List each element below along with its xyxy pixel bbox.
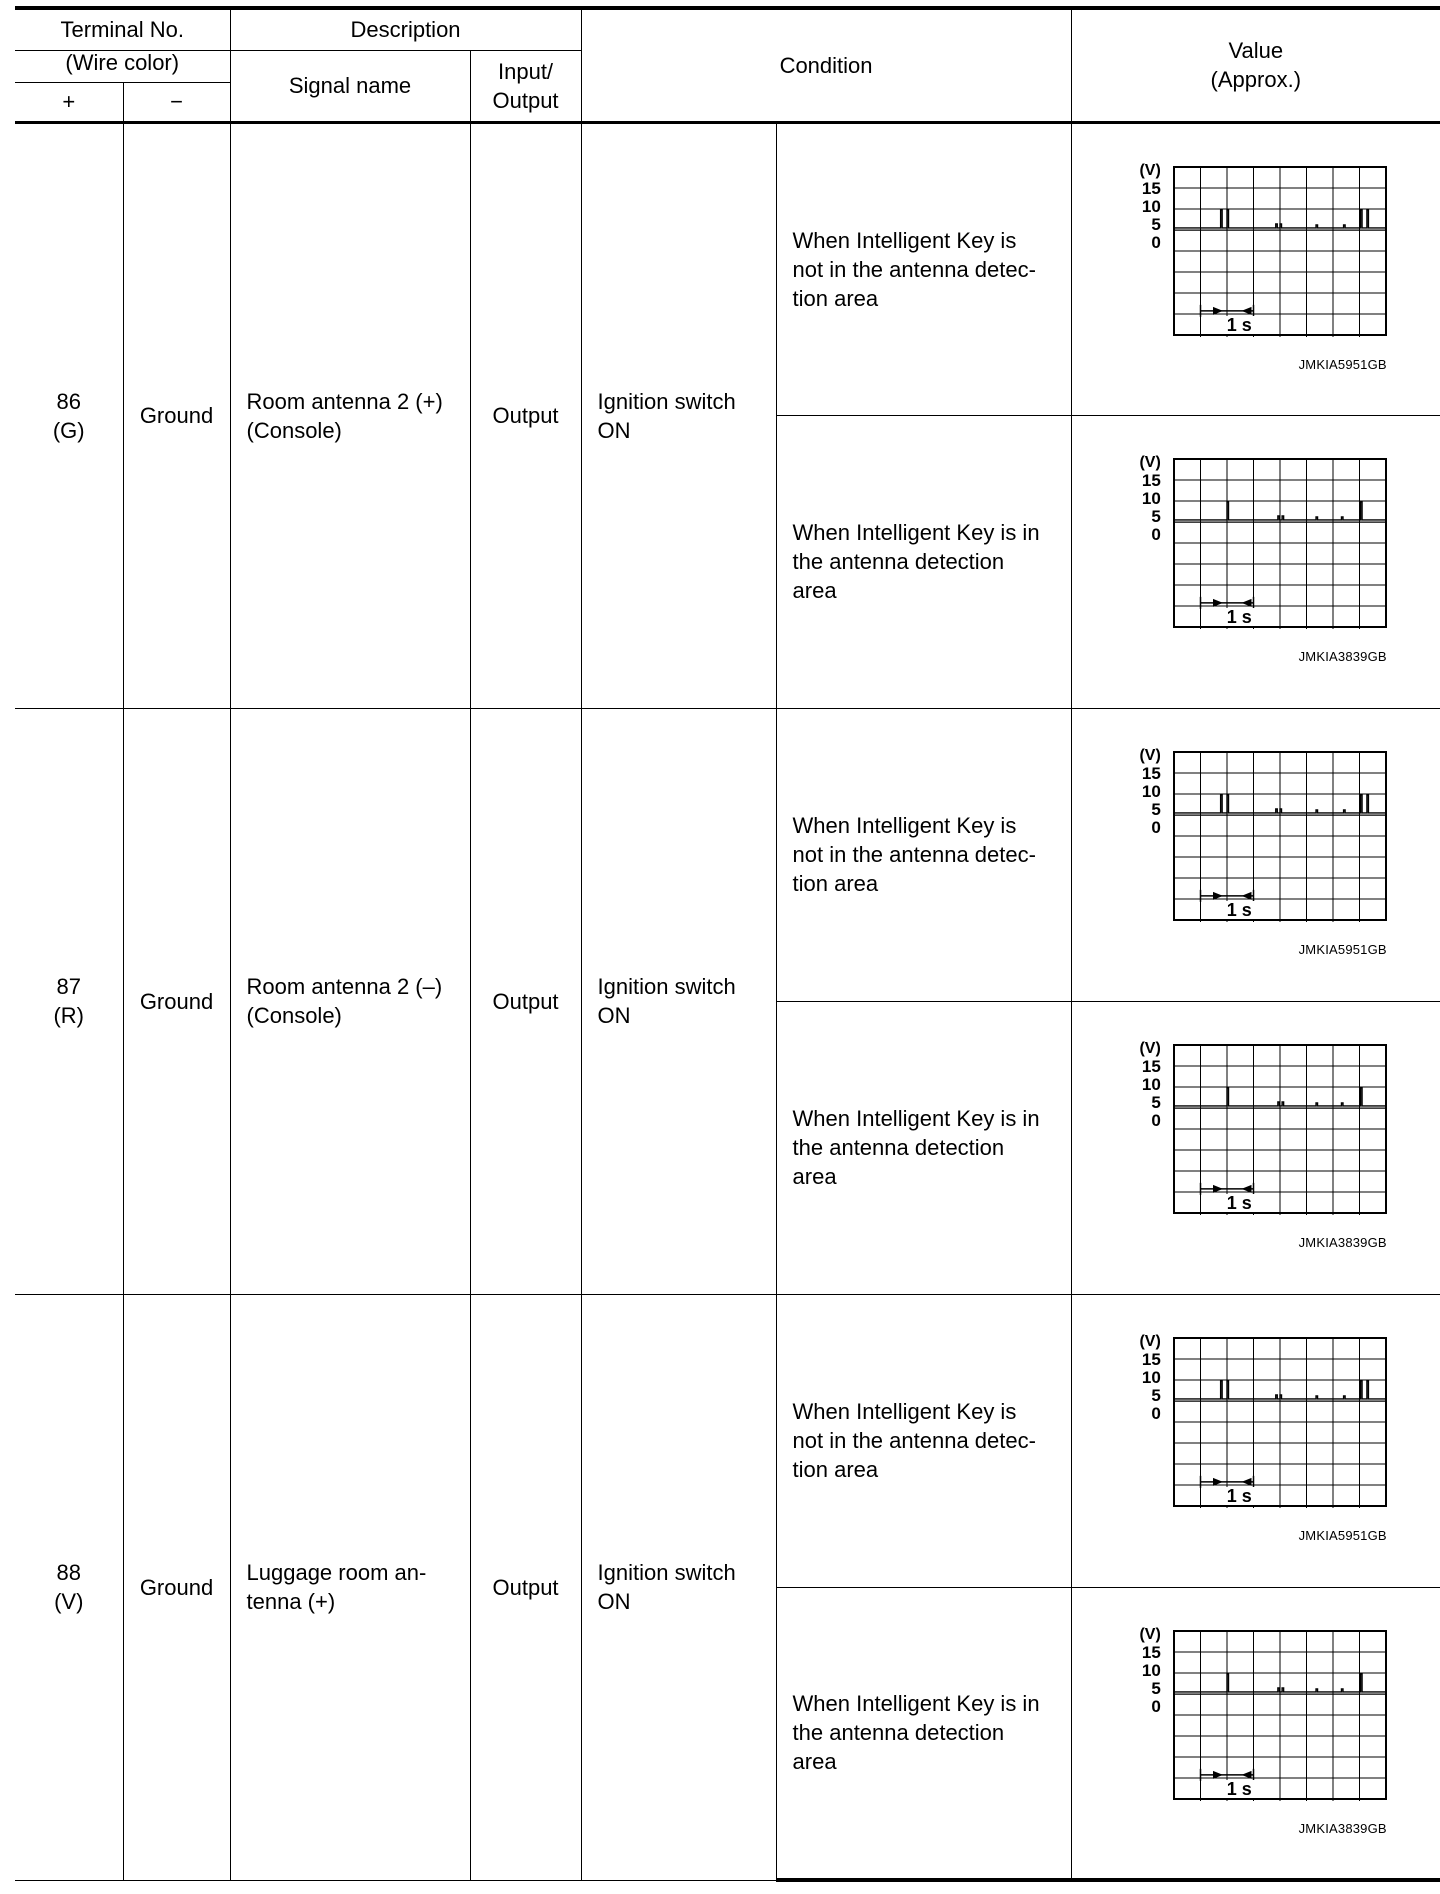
waveform-y-unit: (V) bbox=[1139, 1625, 1161, 1643]
waveform-y-tick: 5 bbox=[1151, 506, 1161, 526]
sub-condition-line-1: When Intelligent Key is bbox=[792, 227, 1017, 253]
figure-code: JMKIA3839GB bbox=[1298, 1820, 1387, 1836]
waveform-grid bbox=[1156, 1630, 1396, 1800]
waveform-y-tick: 10 bbox=[1141, 488, 1161, 508]
sub-condition-line-2: the antenna detection bbox=[792, 549, 1005, 574]
condition-line-1: Ignition switch bbox=[597, 388, 736, 414]
sub-condition-line-3: area bbox=[792, 1164, 837, 1189]
waveform-y-tick: 0 bbox=[1151, 1696, 1161, 1716]
waveform-y-tick: 0 bbox=[1151, 817, 1161, 837]
header-output-text: Output bbox=[492, 87, 559, 113]
waveform-axis-labels bbox=[1121, 1626, 1161, 1716]
figure-code: JMKIA5951GB bbox=[1298, 356, 1387, 372]
waveform-axis-labels bbox=[1121, 454, 1161, 544]
table-row bbox=[15, 708, 1440, 1001]
signal-name-cell bbox=[230, 1294, 470, 1880]
waveform-figure bbox=[1111, 1295, 1401, 1585]
waveform-y-tick: 15 bbox=[1141, 470, 1161, 490]
header-value bbox=[1071, 8, 1440, 122]
sub-condition-line-1: When Intelligent Key is in bbox=[792, 1106, 1040, 1131]
terminal-plus-cell bbox=[15, 708, 123, 1294]
header-wire-color-text: (Wire color) bbox=[65, 50, 180, 75]
waveform-time-label: 1 s bbox=[1224, 1194, 1255, 1212]
header-signal-name bbox=[230, 50, 470, 122]
sub-condition-line-2: not in the antenna detec- bbox=[792, 256, 1036, 282]
waveform-y-tick: 15 bbox=[1141, 763, 1161, 783]
signal-name-line-2: (Console) bbox=[246, 417, 342, 443]
value-cell bbox=[1071, 1001, 1440, 1294]
header-minus: − bbox=[123, 82, 230, 122]
waveform-y-tick: 0 bbox=[1151, 524, 1161, 544]
waveform-y-unit: (V) bbox=[1139, 1332, 1161, 1350]
header-plus: + bbox=[15, 82, 123, 122]
signal-name-line-1: Luggage room an- bbox=[246, 1560, 427, 1585]
table-row bbox=[15, 1294, 1440, 1587]
header-approx-text: (Approx.) bbox=[1210, 67, 1302, 93]
waveform-axis-labels bbox=[1121, 1333, 1161, 1423]
waveform-figure bbox=[1111, 416, 1401, 706]
sub-condition-cell bbox=[776, 122, 1071, 415]
table-row bbox=[15, 122, 1440, 415]
waveform-figure bbox=[1111, 1588, 1401, 1878]
wire-color: (V) bbox=[54, 1589, 84, 1614]
signal-name-cell bbox=[230, 708, 470, 1294]
waveform-y-tick: 5 bbox=[1151, 1678, 1161, 1698]
value-cell bbox=[1071, 1587, 1440, 1880]
io-cell: Output bbox=[470, 708, 581, 1294]
sub-condition-line-2: not in the antenna detec- bbox=[792, 1428, 1036, 1453]
waveform-y-unit: (V) bbox=[1139, 1039, 1161, 1057]
condition-cell bbox=[581, 122, 776, 708]
waveform-y-unit: (V) bbox=[1139, 746, 1161, 764]
header-wire-color bbox=[15, 50, 230, 82]
terminal-number: 86 bbox=[56, 388, 81, 414]
io-cell: Output bbox=[470, 1294, 581, 1880]
waveform-y-tick: 15 bbox=[1141, 1056, 1161, 1076]
header-condition-text: Condition bbox=[779, 52, 873, 78]
terminal-minus-cell: Ground bbox=[123, 1294, 230, 1880]
sub-condition-cell bbox=[776, 415, 1071, 708]
condition-cell bbox=[581, 708, 776, 1294]
waveform-y-unit: (V) bbox=[1139, 161, 1161, 179]
value-cell bbox=[1071, 708, 1440, 1001]
value-cell bbox=[1071, 1294, 1440, 1587]
sub-condition-line-2: not in the antenna detec- bbox=[792, 842, 1036, 867]
header-terminal-no bbox=[15, 8, 230, 50]
figure-code: JMKIA5951GB bbox=[1298, 1527, 1387, 1543]
waveform-y-tick: 5 bbox=[1151, 799, 1161, 819]
waveform-grid bbox=[1156, 751, 1396, 921]
sub-condition-line-2: the antenna detection bbox=[792, 1720, 1005, 1746]
waveform-y-tick: 10 bbox=[1141, 781, 1161, 801]
waveform-grid bbox=[1156, 1044, 1396, 1214]
waveform-y-tick: 10 bbox=[1141, 196, 1161, 216]
header-description bbox=[230, 8, 581, 50]
waveform-axis-labels bbox=[1121, 747, 1161, 837]
header-input-text: Input/ bbox=[498, 58, 554, 84]
header-condition bbox=[581, 8, 1071, 122]
waveform-grid bbox=[1156, 166, 1396, 336]
sub-condition-cell bbox=[776, 1001, 1071, 1294]
waveform-time-label: 1 s bbox=[1224, 1780, 1255, 1798]
figure-code: JMKIA3839GB bbox=[1298, 648, 1387, 664]
terminal-minus-cell: Ground bbox=[123, 122, 230, 708]
condition-cell bbox=[581, 1294, 776, 1880]
sub-condition-cell bbox=[776, 1587, 1071, 1880]
signal-name-line-1: Room antenna 2 (+) bbox=[246, 388, 443, 414]
waveform-y-tick: 0 bbox=[1151, 232, 1161, 252]
waveform-y-tick: 10 bbox=[1141, 1660, 1161, 1680]
figure-code: JMKIA5951GB bbox=[1298, 941, 1387, 957]
waveform-y-tick: 15 bbox=[1141, 1349, 1161, 1369]
header-description-text: Description bbox=[350, 17, 461, 43]
condition-line-1: Ignition switch bbox=[597, 974, 736, 999]
signal-name-line-1: Room antenna 2 (–) bbox=[246, 974, 443, 999]
sub-condition-line-1: When Intelligent Key is bbox=[792, 1399, 1017, 1424]
waveform-figure bbox=[1111, 1002, 1401, 1292]
sub-condition-line-2: the antenna detection bbox=[792, 1135, 1005, 1160]
sub-condition-line-1: When Intelligent Key is bbox=[792, 813, 1017, 838]
terminal-spec-table bbox=[15, 6, 1440, 1882]
waveform-y-unit: (V) bbox=[1139, 453, 1161, 471]
waveform-y-tick: 5 bbox=[1151, 1385, 1161, 1405]
sub-condition-line-3: tion area bbox=[792, 1457, 879, 1482]
waveform-y-tick: 5 bbox=[1151, 214, 1161, 234]
signal-name-line-2: tenna (+) bbox=[246, 1589, 336, 1614]
waveform-axis-labels bbox=[1121, 1040, 1161, 1130]
terminal-minus-cell: Ground bbox=[123, 708, 230, 1294]
sub-condition-cell bbox=[776, 708, 1071, 1001]
sub-condition-line-3: area bbox=[792, 1749, 837, 1775]
wire-color: (R) bbox=[53, 1003, 85, 1028]
sub-condition-line-3: tion area bbox=[792, 285, 879, 311]
condition-line-2: ON bbox=[597, 1003, 631, 1028]
condition-line-1: Ignition switch bbox=[597, 1560, 736, 1585]
header-row-1 bbox=[15, 8, 1440, 50]
signal-name-cell bbox=[230, 122, 470, 708]
terminal-plus-cell bbox=[15, 1294, 123, 1880]
waveform-time-label: 1 s bbox=[1224, 1487, 1255, 1505]
condition-line-2: ON bbox=[597, 417, 631, 443]
sub-condition-line-1: When Intelligent Key is in bbox=[792, 520, 1040, 545]
sub-condition-cell bbox=[776, 1294, 1071, 1587]
waveform-time-label: 1 s bbox=[1224, 901, 1255, 919]
value-cell bbox=[1071, 122, 1440, 415]
terminal-number: 87 bbox=[56, 974, 81, 999]
sub-condition-line-1: When Intelligent Key is in bbox=[792, 1691, 1040, 1717]
waveform-y-tick: 15 bbox=[1141, 1642, 1161, 1662]
waveform-figure bbox=[1111, 709, 1401, 999]
signal-name-line-2: (Console) bbox=[246, 1003, 342, 1028]
value-cell bbox=[1071, 415, 1440, 708]
waveform-y-tick: 0 bbox=[1151, 1403, 1161, 1423]
waveform-grid bbox=[1156, 458, 1396, 628]
waveform-y-tick: 5 bbox=[1151, 1092, 1161, 1112]
figure-code: JMKIA3839GB bbox=[1298, 1234, 1387, 1250]
condition-line-2: ON bbox=[597, 1589, 631, 1614]
waveform-time-label: 1 s bbox=[1224, 608, 1255, 626]
sub-condition-line-3: area bbox=[792, 578, 837, 603]
terminal-plus-cell bbox=[15, 122, 123, 708]
header-signal-name-text: Signal name bbox=[288, 73, 412, 98]
header-terminal-no-text: Terminal No. bbox=[60, 17, 184, 43]
wire-color: (G) bbox=[52, 417, 85, 443]
waveform-y-tick: 10 bbox=[1141, 1074, 1161, 1094]
waveform-time-label: 1 s bbox=[1224, 316, 1255, 334]
waveform-y-tick: 0 bbox=[1151, 1110, 1161, 1130]
sub-condition-line-3: tion area bbox=[792, 871, 879, 896]
waveform-grid bbox=[1156, 1337, 1396, 1507]
terminal-number: 88 bbox=[56, 1560, 81, 1585]
waveform-y-tick: 10 bbox=[1141, 1367, 1161, 1387]
io-cell: Output bbox=[470, 122, 581, 708]
header-input-output bbox=[470, 50, 581, 122]
waveform-figure bbox=[1111, 124, 1401, 414]
header-value-text: Value bbox=[1228, 38, 1284, 64]
waveform-y-tick: 15 bbox=[1141, 178, 1161, 198]
waveform-axis-labels bbox=[1121, 162, 1161, 252]
